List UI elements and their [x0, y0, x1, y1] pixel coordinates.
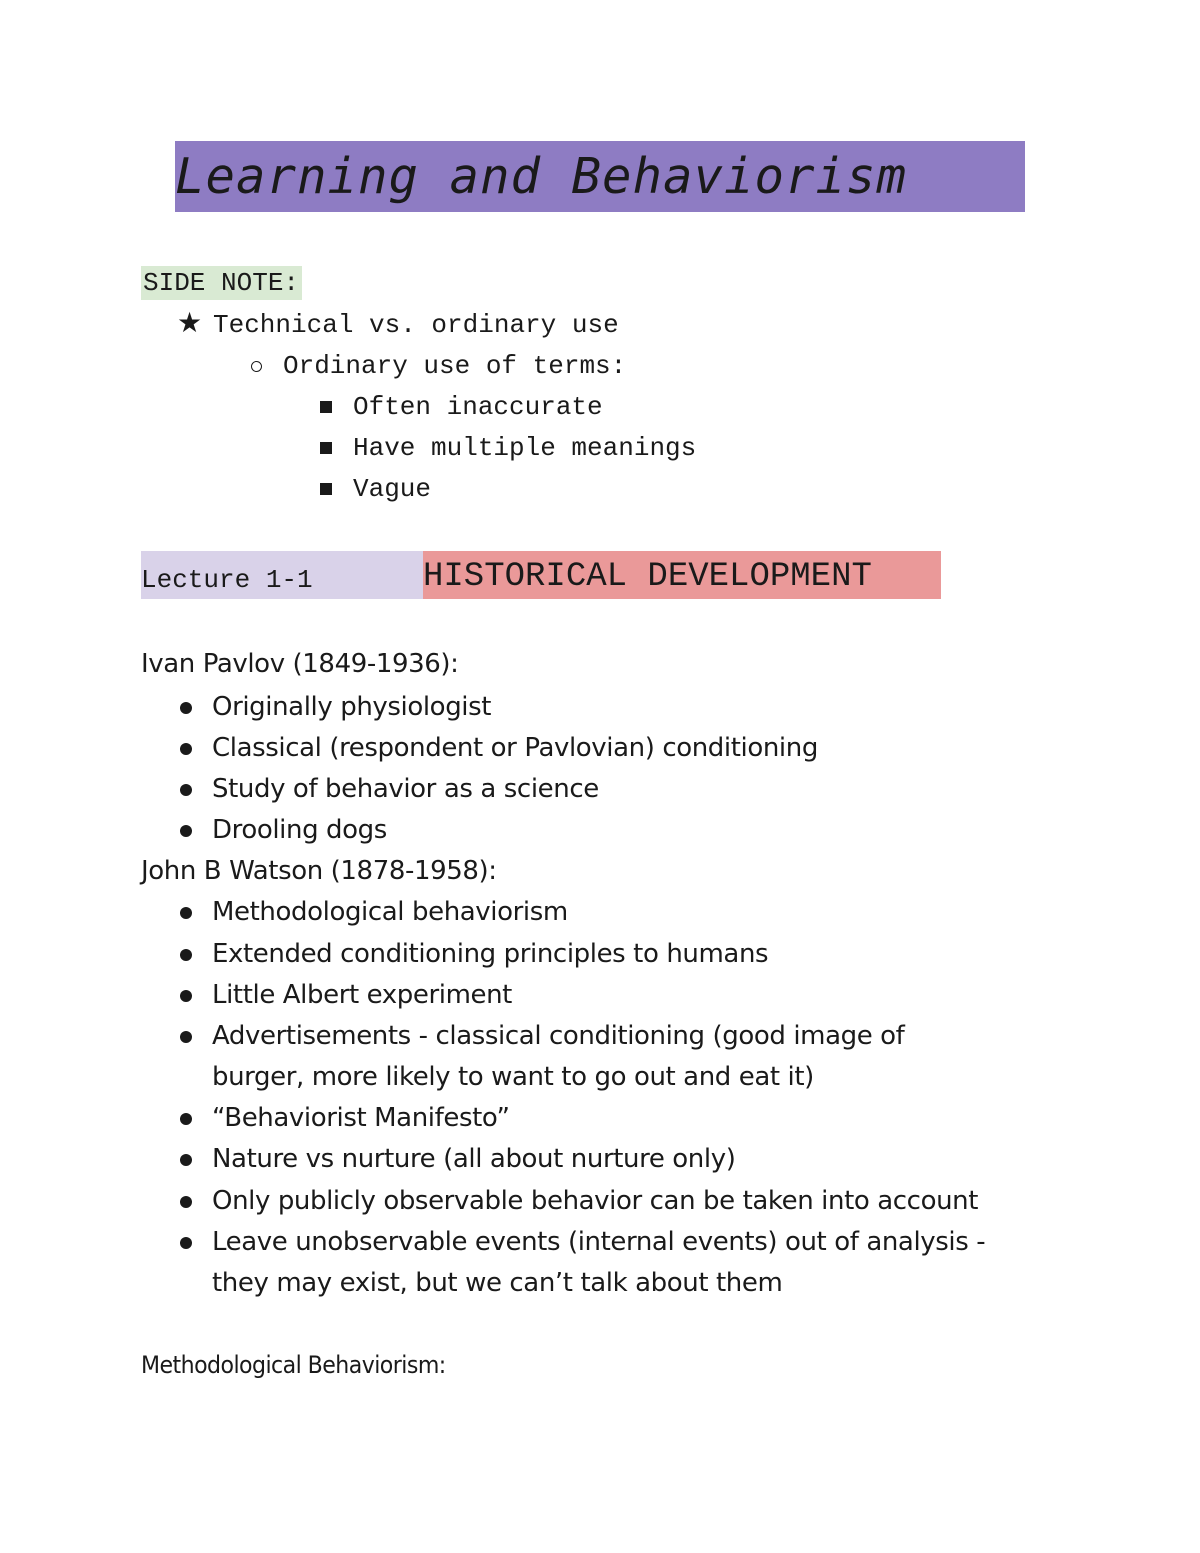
watson-point: Only publicly observable behavior can be taken into account [212, 1186, 979, 1216]
watson-point: Little Albert experiment [212, 980, 512, 1010]
side-note-label: SIDE NOTE: [141, 266, 302, 300]
bullet-dot-icon [180, 949, 192, 961]
side-note-sub-item: Ordinary use of terms: [283, 351, 627, 381]
bullet-dot-icon [180, 1237, 192, 1249]
star-bullet-icon: ★ [177, 306, 203, 339]
square-bullet-icon [320, 442, 332, 454]
side-note-item: Technical vs. ordinary use [213, 310, 619, 340]
square-bullet-icon [320, 401, 332, 413]
bullet-dot-icon [180, 784, 192, 796]
pavlov-point: Drooling dogs [212, 815, 387, 845]
page-title: Learning and Behaviorism [175, 141, 1025, 212]
bullet-dot-icon [180, 825, 192, 837]
lecture-title: HISTORICAL DEVELOPMENT [423, 551, 941, 599]
watson-point: Nature vs nurture (all about nurture only) [212, 1144, 736, 1174]
watson-point: Extended conditioning principles to humans [212, 939, 769, 969]
watson-point: Leave unobservable events (internal events) out of analysis - [212, 1227, 986, 1257]
side-note-point: Often inaccurate [353, 392, 603, 422]
methodological-behaviorism-heading: Methodological Behaviorism: [141, 1351, 446, 1379]
hollow-circle-bullet-icon [251, 361, 262, 372]
bullet-dot-icon [180, 1196, 192, 1208]
pavlov-point: Study of behavior as a science [212, 774, 599, 804]
bullet-dot-icon [180, 990, 192, 1002]
bullet-dot-icon [180, 743, 192, 755]
bullet-dot-icon [180, 1113, 192, 1125]
pavlov-heading: Ivan Pavlov (1849-1936): [141, 649, 459, 679]
pavlov-point: Originally physiologist [212, 692, 492, 722]
watson-point: “Behaviorist Manifesto” [212, 1103, 510, 1133]
bullet-dot-icon [180, 907, 192, 919]
watson-heading: John B Watson (1878-1958): [141, 856, 497, 886]
watson-point-continuation: they may exist, but we can’t talk about them [212, 1268, 783, 1298]
watson-point: Methodological behaviorism [212, 897, 568, 927]
square-bullet-icon [320, 483, 332, 495]
watson-point: Advertisements - classical conditioning (good image of [212, 1021, 905, 1051]
bullet-dot-icon [180, 1031, 192, 1043]
lecture-label: Lecture 1-1 [141, 551, 423, 599]
bullet-dot-icon [180, 1154, 192, 1166]
side-note-point: Have multiple meanings [353, 433, 697, 463]
bullet-dot-icon [180, 702, 192, 714]
watson-point-continuation: burger, more likely to want to go out and eat it) [212, 1062, 814, 1092]
pavlov-point: Classical (respondent or Pavlovian) conditioning [212, 733, 818, 763]
side-note-point: Vague [353, 474, 432, 504]
